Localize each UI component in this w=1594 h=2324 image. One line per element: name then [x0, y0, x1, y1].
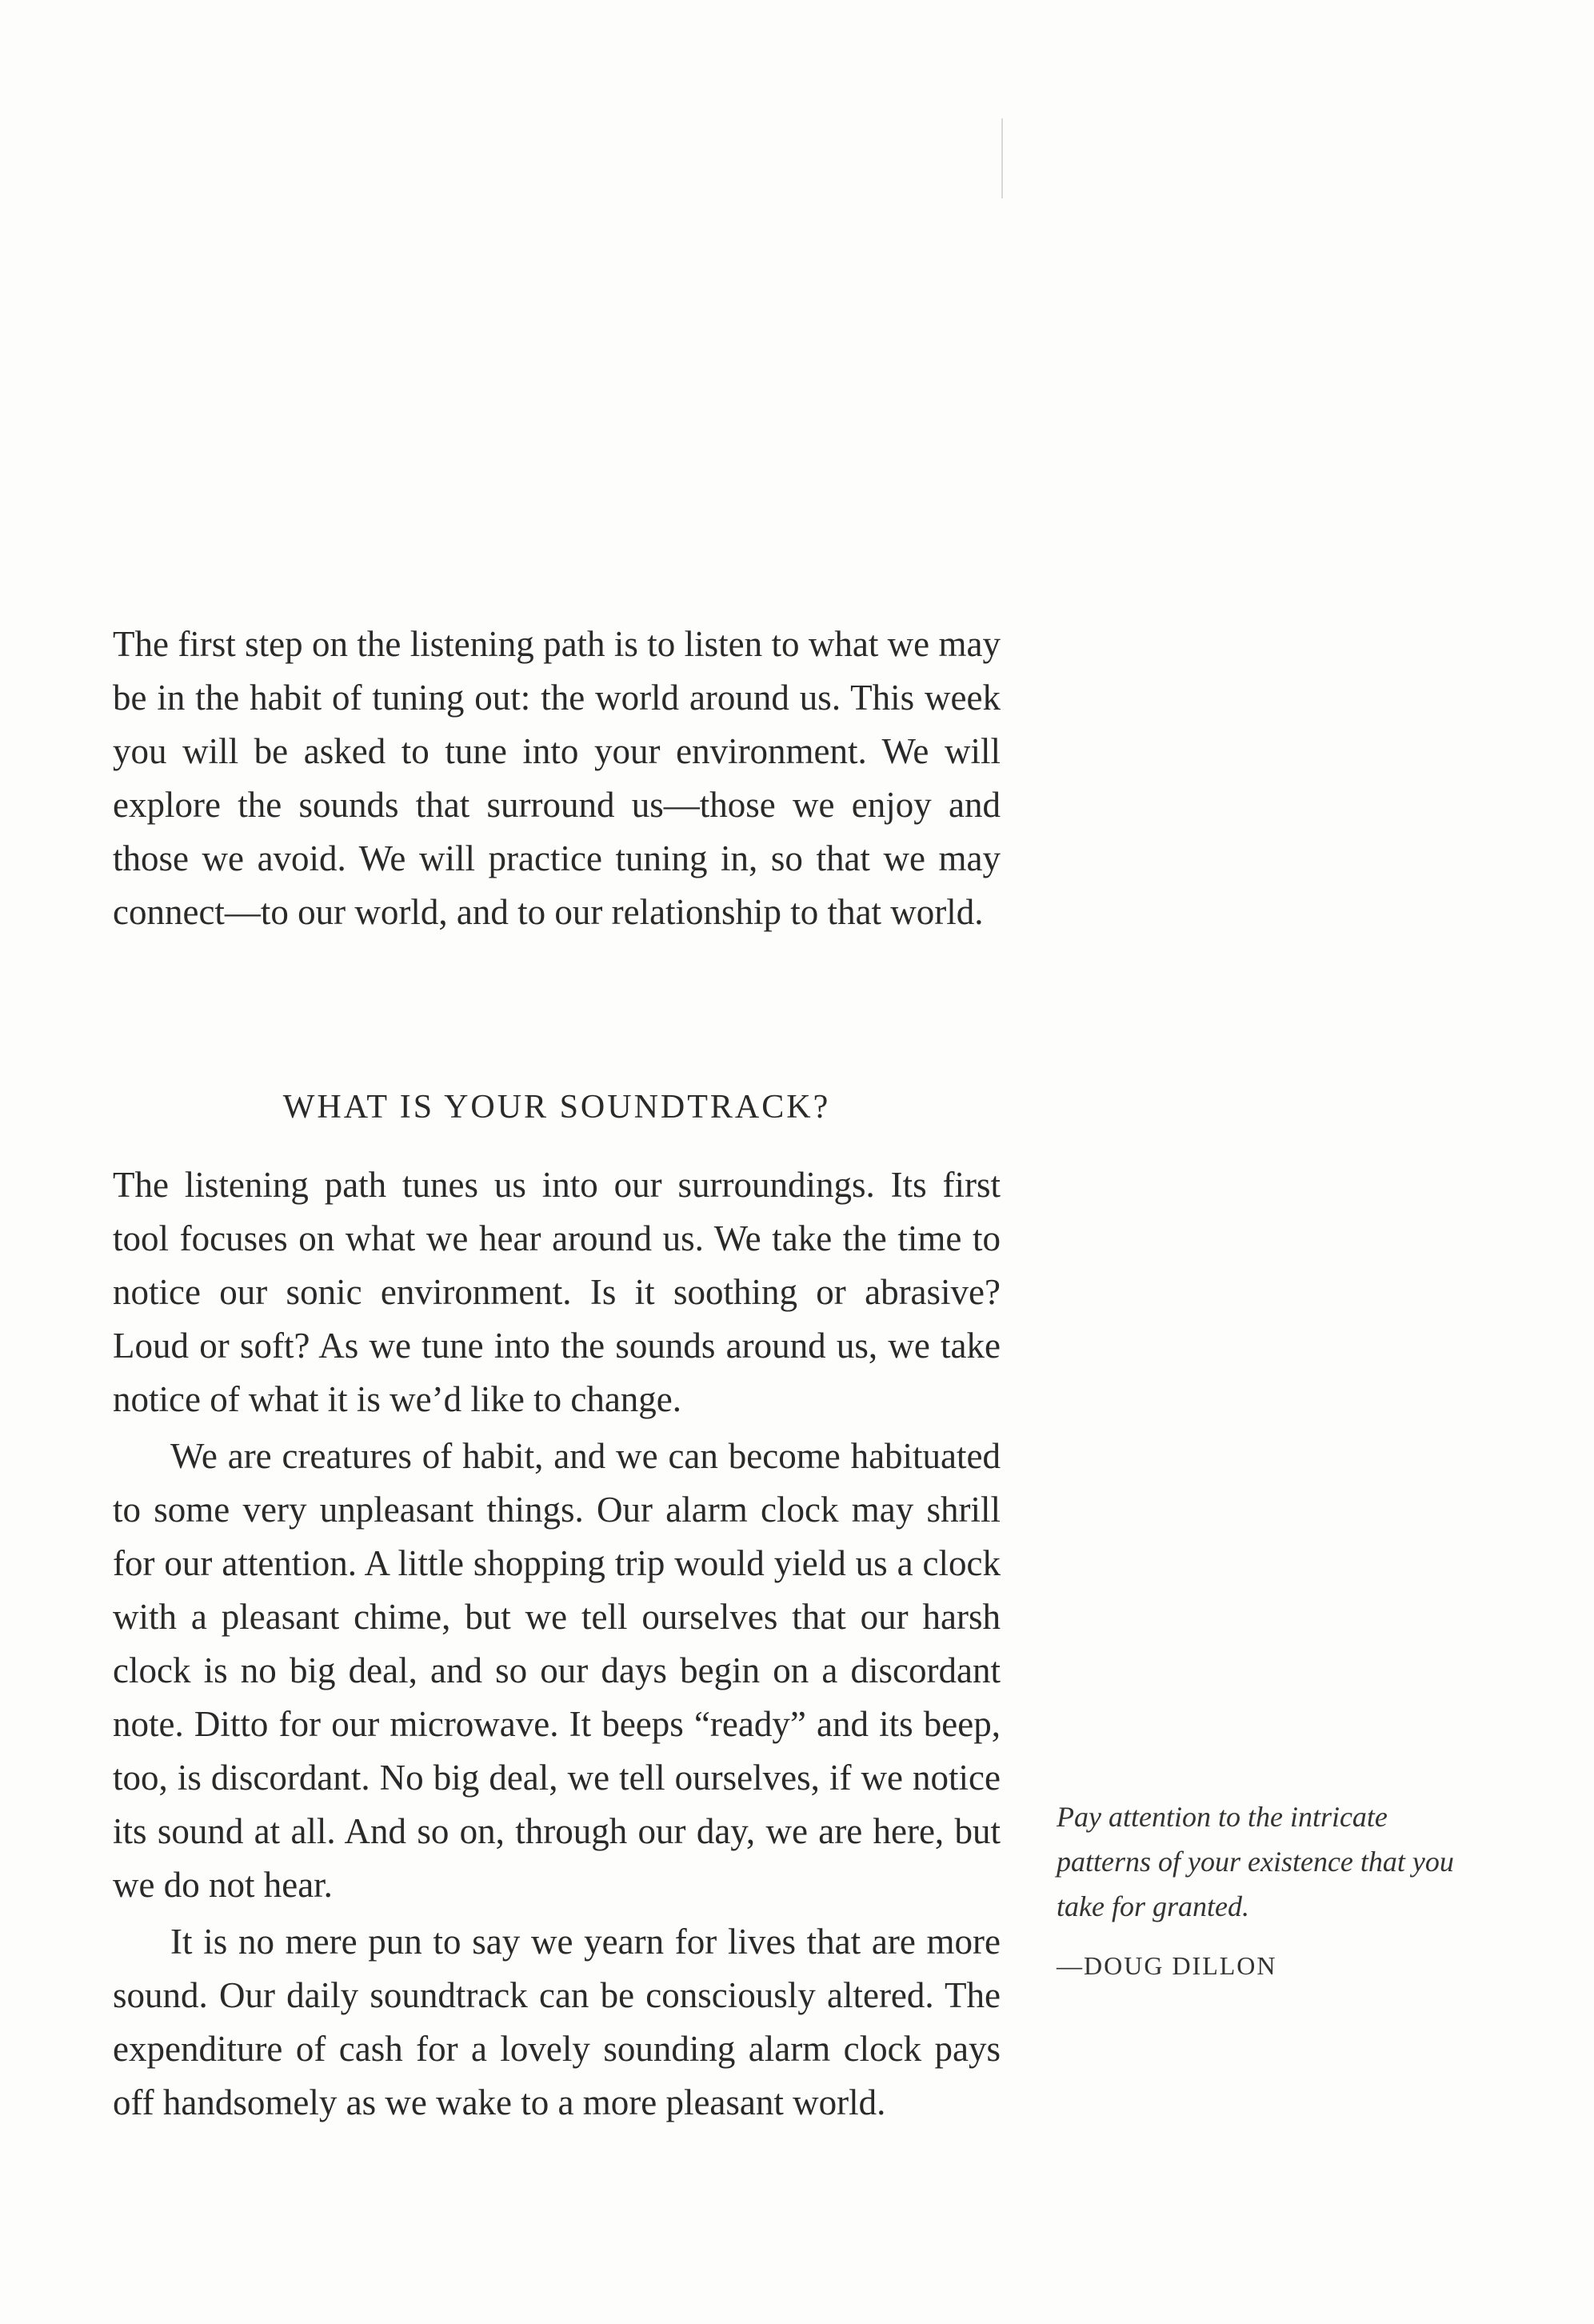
body-paragraph-3: It is no mere pun to say we yearn for lives that are more sound. Our daily soundtrack can be consciously altered. The expenditure of cash for a lovely sounding alarm clock pays off handsomely as we wake to a more pleasant world. — [113, 1922, 1001, 2122]
intro-section — [113, 618, 1001, 939]
epigraph-text: Pay attention to the intricate patterns of your existence that you take for granted. — [1057, 1801, 1454, 1922]
section-heading: WHAT IS YOUR SOUNDTRACK? — [282, 1089, 831, 1126]
scan-artifact-line — [1001, 118, 1003, 198]
sidebar-quote — [1057, 1794, 1472, 1981]
intro-paragraph: The first step on the listening path is to listen to what we may be in the habit of tuning out: the world around us. This week you will be asked to tune into your environment. We will explore the sounds that surround us—those we enjoy and those we avoid. We will practice tuning in, so that we may connect—to our world, and to our relationship to that world. — [113, 624, 1001, 932]
body-paragraph-2: We are creatures of habit, and we can become habituated to some very unpleasant things. Our alarm clock may shrill for our attention. A little shopping trip would yield us a clock with a pleasant chime, but we tell ourselves that our harsh clock is no big deal, and so our days begin on a discordant note. Ditto for our microwave. It beeps “ready” and its beep, too, is discordant. No big deal, we tell ourselves, if we notice its sound at all. And so on, through our day, we are here, but we do not hear. — [113, 1436, 1001, 1905]
body-paragraph-1: The listening path tunes us into our surroundings. Its first tool focuses on what we hear around us. We take the time to notice our sonic environment. Is it soothing or abrasive? Loud or soft? As we tune into the sounds around us, we take notice of what it is we’d like to change. — [113, 1165, 1001, 1419]
epigraph-attribution: —DOUG DILLON — [1057, 1951, 1277, 1980]
section-body — [113, 1158, 1001, 2130]
